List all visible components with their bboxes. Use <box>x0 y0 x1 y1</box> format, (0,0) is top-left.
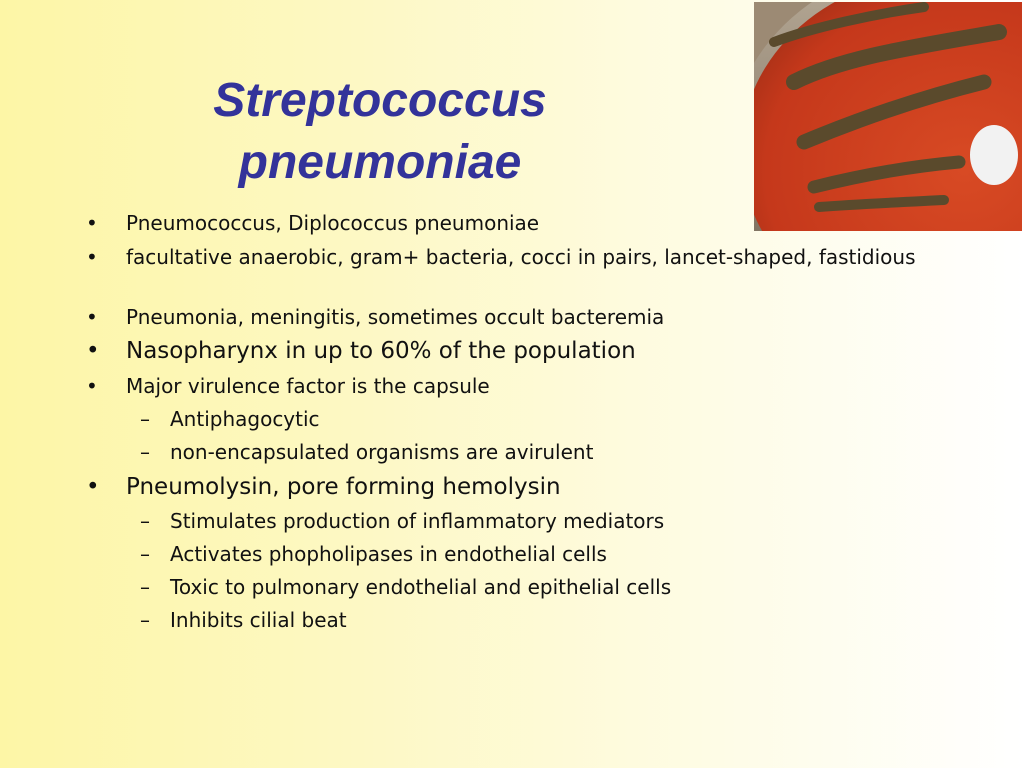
title-line-1: Streptococcus <box>213 74 547 127</box>
sub-bullet-item <box>86 508 946 534</box>
sub-bullet-text: non-encapsulated organisms are avirulent <box>170 440 594 464</box>
sub-bullet-item <box>86 541 946 567</box>
bullet-text: Pneumolysin, pore forming hemolysin <box>126 474 561 500</box>
sub-bullet-item <box>86 439 946 465</box>
sub-bullet-text: Stimulates production of inflammatory mediators <box>170 509 665 533</box>
dash-marker: – <box>140 509 150 533</box>
dash-marker: – <box>140 407 150 431</box>
slide-title <box>130 70 630 194</box>
sub-bullet-item <box>86 406 946 432</box>
bullet-text: Pneumonia, meningitis, sometimes occult bacteremia <box>126 305 665 329</box>
bullet-item <box>86 304 946 330</box>
sub-bullet-item <box>86 607 946 633</box>
bullet-item <box>86 210 946 236</box>
sub-bullet-text: Activates phopholipases in endothelial cells <box>170 542 607 566</box>
dash-marker: – <box>140 542 150 566</box>
bullet-text: facultative anaerobic, gram+ bacteria, cocci in pairs, lancet-shaped, fastidious <box>126 245 916 269</box>
bullet-marker: • <box>86 374 98 398</box>
bullet-marker: • <box>86 338 100 364</box>
bullet-text: Nasopharynx in up to 60% of the population <box>126 338 636 364</box>
sub-bullet-text: Toxic to pulmonary endothelial and epithelial cells <box>170 575 672 599</box>
bullet-text: Pneumococcus, Diplococcus pneumoniae <box>126 211 540 235</box>
light-reflection <box>970 125 1018 185</box>
bullet-item <box>86 373 946 399</box>
bullet-text: Major virulence factor is the capsule <box>126 374 490 398</box>
bullet-marker: • <box>86 474 100 500</box>
agar-plate-illustration <box>754 2 1022 231</box>
sub-bullet-text: Antiphagocytic <box>170 407 320 431</box>
sub-bullet-item <box>86 574 946 600</box>
bullet-marker: • <box>86 211 98 235</box>
sub-bullet-text: Inhibits cilial beat <box>170 608 347 632</box>
bullet-marker: • <box>86 245 98 269</box>
blood-agar-plate-photo <box>754 2 1022 231</box>
bullet-marker: • <box>86 305 98 329</box>
dash-marker: – <box>140 608 150 632</box>
bullet-item <box>86 336 946 366</box>
bullet-item <box>86 244 946 270</box>
dash-marker: – <box>140 575 150 599</box>
dash-marker: – <box>140 440 150 464</box>
title-line-2: pneumoniae <box>238 136 522 189</box>
bullet-item <box>86 472 946 502</box>
